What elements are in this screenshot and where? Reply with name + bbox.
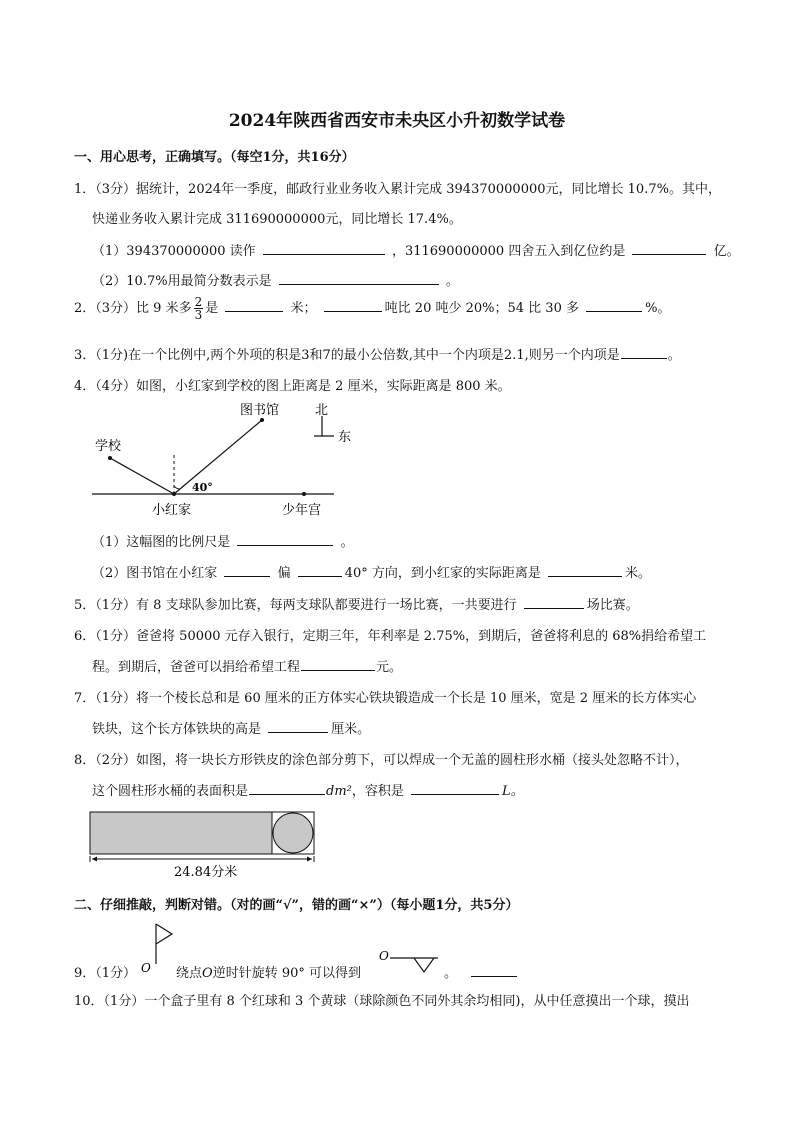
q2-line [74,296,671,321]
q5-text-a: 5．（1分）有 8 支球队参加比赛，每两支球队都要进行一场比赛，一共要进行 [74,598,517,613]
q2-text-a: 2．（3分）比 9 米多 [74,301,192,316]
q4-label-angle: 40° [192,481,213,494]
q8-text-c: L。 [502,784,524,799]
q9-label-o1: O [141,961,151,975]
q1-answer-blank-1[interactable] [263,241,385,255]
q2-text-c: 米； [290,301,317,316]
q1-answer-blank-3[interactable] [279,271,439,285]
q9-flag-rotated-icon [376,946,442,978]
q8-shaded-circle [273,813,313,853]
q3-end: 。 [667,348,681,363]
q5-line [74,594,639,613]
q9-text-b: 绕点 [176,966,203,981]
q8-arrow-left-icon [92,857,97,862]
q9-text-o: O [202,966,213,981]
q9-text-prefix: 9．（1分） [74,966,137,981]
q4-home-point [172,492,176,496]
q4-sub2-text-c: 40° 方向，到小红家的实际距离是 [344,566,541,581]
q4-label-school: 学校 [95,439,122,454]
q5-text-b: 场比赛。 [586,598,639,613]
q7-answer-blank[interactable] [268,719,328,733]
q4-answer-blank-3[interactable] [298,563,342,577]
q5-answer-blank[interactable] [524,595,584,609]
q7-line1: 7．（1分）将一个棱长总和是 60 厘米的正方体实心铁块锻造成一个长是 10 厘米，宽是 2 厘米的长方体实心 [74,691,697,706]
q4-angle-arc [174,486,180,489]
q1-sub1 [92,240,740,259]
q4-sub2-text-d: 米。 [625,566,652,581]
q2-answer-blank-2[interactable] [324,298,382,312]
q4-sub1-text-b: 。 [340,535,354,550]
q8-text-a: 这个圆柱形水桶的表面积是 [92,784,249,799]
q4-line-to-library [174,420,262,494]
q4-school-point [108,456,112,460]
q9-text-d: 。 [444,966,458,981]
q4-answer-blank-2[interactable] [224,563,270,577]
q8-answer-blank-1[interactable] [249,781,325,795]
q6-answer-blank[interactable] [301,657,375,671]
q6-text-b: 元。 [376,660,403,675]
q6-line1: 6．（1分）爸爸将 50000 元存入银行，定期三年，年利率是 2.75%，到期后，爸爸将利息的 68%捐给希望工 [74,629,707,644]
q9-end [444,962,520,981]
q10-line1: 10．（1分）一个盒子里有 8 个红球和 3 个黄球（球除颜色不同外其余均相同)，从中任意摸出一个球，摸出 [74,994,690,1009]
q8-line1: 8．（2分）如图，将一块长方形铁皮的涂色部分剪下，可以焊成一个无盖的圆柱形水桶（接头处忽略不计）， [74,753,689,768]
q7-text-a: 铁块，这个长方体铁块的高是 [92,722,262,737]
q4-answer-blank-4[interactable] [548,563,622,577]
q9-label-o2: O [379,949,389,963]
q7-line2 [92,718,370,737]
q1-sub1-text-b: ，311690000000 四舍五入到亿位约是 [391,244,626,259]
q4-label-east: 东 [338,430,352,445]
q7-text-b: 厘米。 [331,722,371,737]
q1-sub2-text-a: （2）10.7%用最简分数表示是 [92,274,272,289]
q2-text-b: 是 [205,301,219,316]
q4-line-to-school [110,458,174,494]
q2-answer-blank-1[interactable] [225,298,283,312]
q6-line2 [92,656,402,675]
q4-sub1 [92,531,354,550]
q8-line2 [92,780,524,799]
q4-sub2-text-a: （2）图书馆在小红家 [92,566,218,581]
q4-label-north: 北 [315,403,329,418]
q8-answer-blank-2[interactable] [411,781,499,795]
page-title: 2024年陕西省西安市未央区小升初数学试卷 [228,111,566,131]
q9-flag-original-icon [136,918,176,976]
q2-answer-blank-3[interactable] [586,298,642,312]
q2-text-d: 吨比 20 吨少 20%；54 比 30 多 [384,301,579,316]
q1-sub2 [92,270,459,289]
q2-frac-num: 2 [194,295,203,309]
q1-line1: 1．（3分）据统计，2024年一季度，邮政行业业务收入累计完成 394370000000元，同比增长 10.7%。其中， [74,182,721,197]
q8-sheet-figure [86,806,320,882]
q1-sub1-text-a: （1）394370000000 读作 [92,244,256,259]
q9-answer-blank[interactable] [471,963,517,977]
q4-line: 4．（4分）如图，小红家到学校的图上距离是 2 厘米，实际距离是 800 米。 [74,379,511,394]
q4-map-figure [86,398,366,524]
q6-text-a: 程。到期后，爸爸可以捐给希望工程 [92,660,301,675]
q8-unit-dm2: dm² [326,784,352,799]
section-2-heading: 二、仔细推敲，判断对错。（对的画“√”，错的画“×”）（每小题1分，共5分） [74,898,519,913]
q2-frac-den: 3 [194,308,203,322]
q4-answer-blank-1[interactable] [237,532,333,546]
section-1-heading: 一、用心思考，正确填写。（每空1分，共16分） [74,150,355,165]
q1-sub1-text-c: 亿。 [713,244,740,259]
q3-answer-blank[interactable] [621,345,667,359]
q4-label-library: 图书馆 [240,403,280,418]
q8-text-b: ，容积是 [351,784,404,799]
q8-arrow-right-icon [307,857,312,862]
q3-line [74,344,681,363]
q1-sub2-text-b: 。 [445,274,459,289]
q4-label-youth-palace: 少年宫 [282,503,322,518]
q4-sub2 [92,562,651,581]
q4-sub2-text-b: 偏 [277,566,291,581]
q8-shaded-rectangle [90,812,272,854]
q2-fraction [194,296,204,321]
q9-text-c: 逆时针旋转 90° 可以得到 [212,966,361,981]
q1-answer-blank-2[interactable] [632,241,706,255]
q1-line2: 快递业务收入累计完成 311690000000元，同比增长 17.4%。 [92,212,462,227]
q4-youth-palace-point [302,492,306,496]
q4-sub1-text-a: （1）这幅图的比例尺是 [92,535,231,550]
q4-library-point [260,418,264,422]
q4-label-home: 小红家 [152,503,192,518]
q3-text: 3．（1分)在一个比例中,两个外项的积是3和7的最小公倍数,其中一个内项是2.1,则另一个内项是 [74,348,620,363]
q9-mid-text [176,962,361,981]
q2-text-e: %。 [645,301,671,316]
q8-dimension-label: 24.84分米 [174,865,238,880]
